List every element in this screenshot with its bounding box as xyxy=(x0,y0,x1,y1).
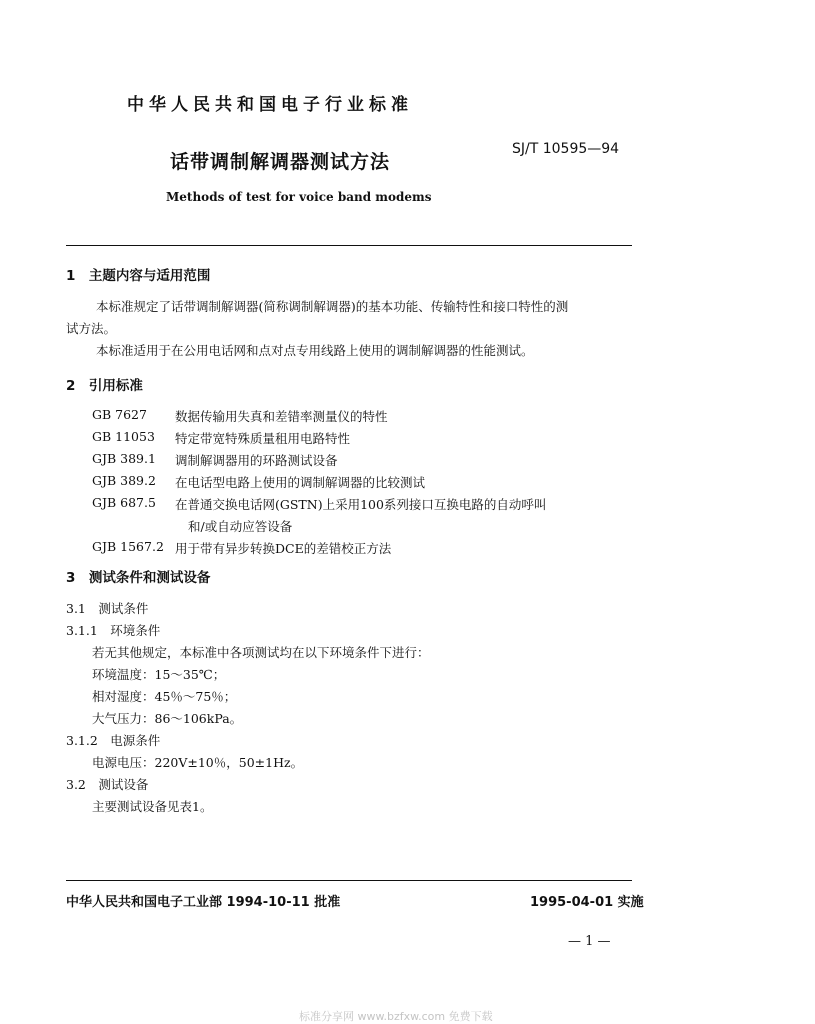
environment-humidity: 相对湿度：45％～75％； xyxy=(92,689,237,704)
reference-title: 特定带宽特殊质量租用电路特性 xyxy=(175,431,351,446)
reference-code: GJB 687.5 xyxy=(92,495,156,510)
section-1-paragraph-1-line-1: 本标准规定了话带调制解调器(简称调制解调器)的基本功能、传输特性和接口特性的测 xyxy=(96,299,569,314)
reference-code: GJB 1567.2 xyxy=(92,539,164,554)
page-number: — 1 — xyxy=(568,934,611,949)
document-header-org: 中华人民共和国电子行业标准 xyxy=(127,95,413,115)
watermark: 标准分享网 www.bzfxw.com 免费下载 xyxy=(299,1010,493,1023)
reference-title: 在普通交换电话网(GSTN)上采用100系列接口互换电路的自动呼叫 xyxy=(175,497,547,512)
environment-intro: 若无其他规定，本标准中各项测试均在以下环境条件下进行： xyxy=(92,645,430,660)
approval-line: 中华人民共和国电子工业部 1994-10-11 批准 xyxy=(66,895,341,910)
reference-title: 数据传输用失真和差错率测量仪的特性 xyxy=(175,409,388,424)
reference-code: GB 7627 xyxy=(92,407,147,422)
reference-code: GB 11053 xyxy=(92,429,155,444)
reference-title-continued: 和/或自动应答设备 xyxy=(188,519,293,534)
section-1-paragraph-1-line-2: 试方法。 xyxy=(66,321,117,336)
subsection-3-1-1-heading: 3.1.1 环境条件 xyxy=(66,623,161,638)
reference-title: 用于带有异步转换DCE的差错校正方法 xyxy=(175,541,392,556)
section-1-heading: 1 主题内容与适用范围 xyxy=(66,268,211,284)
section-2-heading: 2 引用标准 xyxy=(66,378,143,394)
subsection-3-1-2-heading: 3.1.2 电源条件 xyxy=(66,733,161,748)
document-title-english: Methods of test for voice band modems xyxy=(166,190,432,204)
test-equipment-note: 主要测试设备见表1。 xyxy=(92,799,213,814)
reference-title: 在电话型电路上使用的调制解调器的比较测试 xyxy=(175,475,426,490)
bottom-divider xyxy=(66,880,632,881)
subsection-3-2-heading: 3.2 测试设备 xyxy=(66,777,149,792)
section-3-heading: 3 测试条件和测试设备 xyxy=(66,570,211,586)
top-divider xyxy=(66,245,632,246)
power-supply-condition: 电源电压：220V±10％，50±1Hz。 xyxy=(92,755,304,770)
document-title-chinese: 话带调制解调器测试方法 xyxy=(170,151,391,173)
reference-title: 调制解调器用的环路测试设备 xyxy=(175,453,338,468)
subsection-3-1-heading: 3.1 测试条件 xyxy=(66,601,149,616)
environment-temperature: 环境温度：15～35℃； xyxy=(92,667,226,682)
standard-code: SJ/T 10595—94 xyxy=(512,141,620,157)
environment-pressure: 大气压力：86～106kPa。 xyxy=(92,711,243,726)
effective-date: 1995-04-01 实施 xyxy=(530,895,644,910)
section-1-paragraph-2: 本标准适用于在公用电话网和点对点专用线路上使用的调制解调器的性能测试。 xyxy=(96,343,534,358)
reference-code: GJB 389.1 xyxy=(92,451,156,466)
reference-code: GJB 389.2 xyxy=(92,473,156,488)
